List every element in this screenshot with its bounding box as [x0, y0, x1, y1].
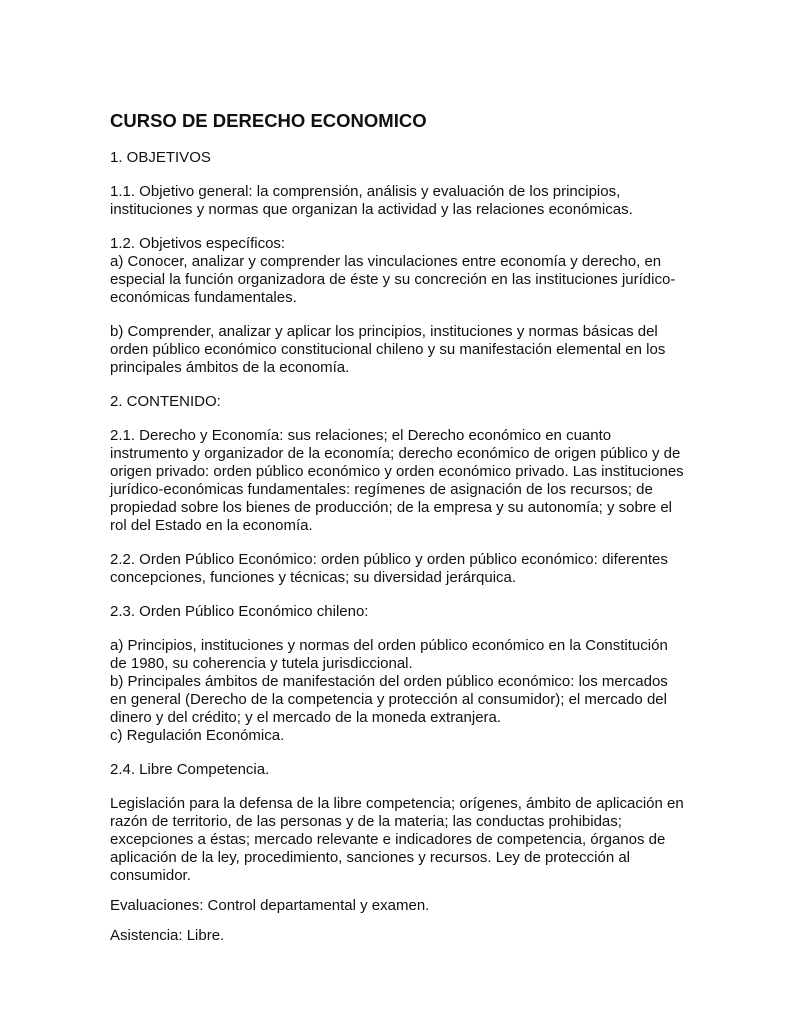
contenido-2-3-items: a) Principios, instituciones y normas del orden público económico en la Constitución de 1980, su coherencia y tutela jurisdiccional. b) Principales ámbitos de manifestación del orden público económico: los mercados en general (Derecho de la competencia y protección al consumidor); el mercado del dinero y del crédito; y el mercado de la moneda extranjera. c) Regulación Económica. [110, 637, 668, 744]
contenido-2-2: 2.2. Orden Público Económico: orden público y orden público económico: diferentes concepciones, funciones y técnicas; su diversidad jerárquica. [110, 551, 668, 586]
evaluaciones: Evaluaciones: Control departamental y examen. [110, 897, 430, 914]
objetivo-general: 1.1. Objetivo general: la comprensión, análisis y evaluación de los principios, instituciones y normas que organizan la actividad y las relaciones económicas. [110, 183, 633, 218]
document-page [110, 110, 690, 945]
document-title: CURSO DE DERECHO ECONOMICO [110, 110, 427, 131]
section-objetivos-heading: 1. OBJETIVOS [110, 149, 211, 166]
objetivos-especificos-a: 1.2. Objetivos específicos: a) Conocer, analizar y comprender las vinculaciones entre economía y derecho, en especial la función organizadora de éste y su concreción en las instituciones jurídico- económicas fundamentales. [110, 235, 676, 306]
contenido-2-1: 2.1. Derecho y Economía: sus relaciones; el Derecho económico en cuanto instrumento y organizador de la economía; derecho económico de origen público y de origen privado: orden público económico y orden económico privado. Las instituciones jurídico-económicas fundamentales: regímenes de asignación de los recursos; de propiedad sobre los bienes de producción; de la empresa y su autonomía; y sobre el rol del Estado en la economía. [110, 427, 684, 534]
contenido-2-4-heading: 2.4. Libre Competencia. [110, 761, 270, 778]
section-contenido-heading: 2. CONTENIDO: [110, 393, 221, 410]
contenido-2-4-body: Legislación para la defensa de la libre competencia; orígenes, ámbito de aplicación en razón de territorio, de las personas y de la materia; las conductas prohibidas; excepciones a éstas; mercado relevante e indicadores de competencia, órganos de aplicación de la ley, procedimiento, sanciones y recursos. Ley de protección al consumidor. [110, 795, 684, 884]
objetivos-especificos-b: b) Comprender, analizar y aplicar los principios, instituciones y normas básicas del orden público económico constitucional chileno y su manifestación elemental en los principales ámbitos de la economía. [110, 323, 666, 376]
contenido-2-3-heading: 2.3. Orden Público Económico chileno: [110, 603, 369, 620]
asistencia: Asistencia: Libre. [110, 927, 225, 944]
